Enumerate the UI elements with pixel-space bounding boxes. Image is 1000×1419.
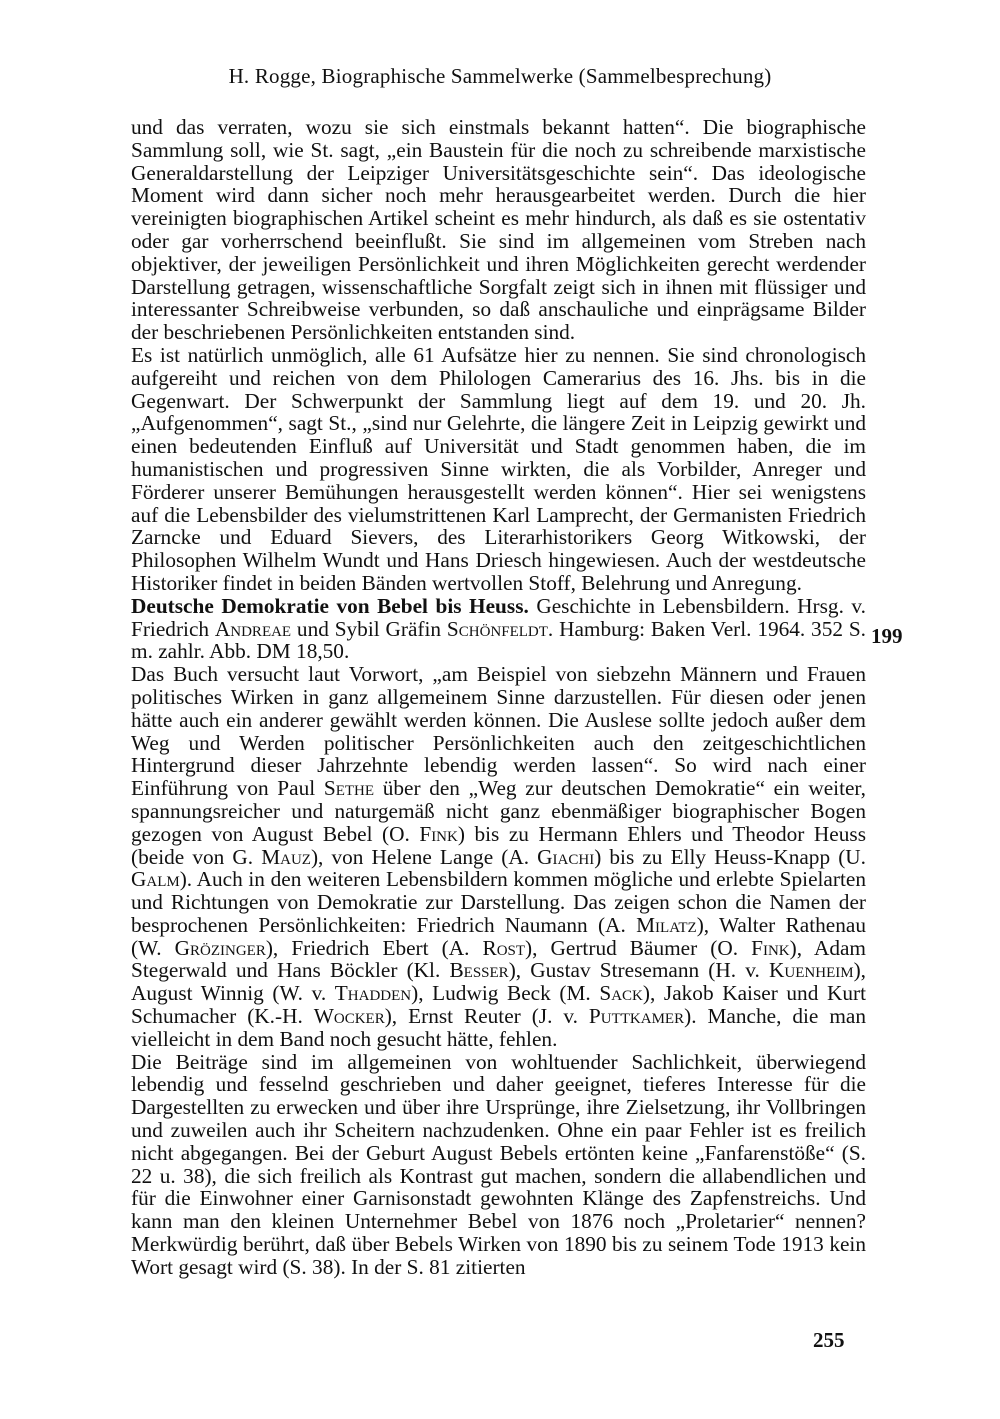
editor-1: Andreae	[214, 616, 292, 641]
body-text	[131, 116, 866, 1279]
author-galm: Galm	[131, 867, 180, 892]
page-number: 255	[813, 1328, 845, 1352]
author-thadden: Thadden	[334, 981, 412, 1006]
author-mauz: Mauz	[261, 844, 311, 869]
paragraph-3	[131, 663, 866, 1051]
bibliographic-entry	[131, 595, 866, 663]
p3-text-i: ), Gertrud Bäumer (O.	[525, 935, 752, 960]
paragraph-2: Es ist natürlich unmöglich, alle 61 Aufsätze hier zu nennen. Sie sind chronologisch aufgereiht und reichen von dem Philologen Camerarius des 16. Jhs. bis in die Gegenwart. Der Schwerpunkt der Sammlung liegt auf dem 19. und 20. Jh. „Aufgenommen“, sagt St., „sind nur Gelehrte, die längere Zeit in Leipzig gewirkt und einen bedeutenden Einfluß auf Universität und Stadt genommen haben, die im humanistischen und progressiven Sinne wirkten, die als Vorbilder, Anreger und Förderer unserer Bemühungen herausgestellt werden können“. Hier sei wenigstens auf die Lebensbilder des vielumstrittenen Karl Lamprecht, der Germanisten Friedrich Zarncke und Eduard Sievers, des Literarhistorikers Georg Witkowski, der Philosophen Wilhelm Wundt und Hans Driesch hingewiesen. Auch der westdeutsche Historiker findet in beiden Bänden wertvollen Stoff, Belehrung und Anregung.	[131, 342, 866, 595]
entry-sub3: . Hamburg: Baken Verl. 1964. 352 S. m. zahlr. Abb. DM 18,50.	[131, 616, 866, 664]
p3-text-a: Das Buch versucht laut Vorwort, „am Beispiel von siebzehn Männern und Frauen politisches Wirken in ganz allgemeinem Sinne darzustellen. Für diesen oder jenen hätte auch ein anderer gewählt werden können. Die Auslese sollte jedoch außer dem Weg und Werden politischer Persönlichkeiten auch den zeitgeschichtlichen Hintergrund dieser Jahrzehnte lebendig werden lassen“. So wird nach einer Einführung von Paul	[131, 662, 866, 801]
entry-number: 199	[871, 624, 903, 648]
p3-text-f: ). Auch in den weiteren Lebensbildern kommen mögliche und erlebte Spielarten und Richtungen von Demokratie zur Darstellung. Das zeigen schon die Namen der besprochenen Persönlichkeiten: Friedrich Naumann (A.	[131, 867, 866, 937]
p3-text-k: ), Gustav Stresemann (H. v.	[508, 958, 770, 983]
author-puttkamer: Puttkamer	[588, 1004, 685, 1029]
entry-sub1: Geschichte in Lebensbildern. Hrsg. v. Friedrich	[131, 593, 866, 641]
p3-text-o: ), Ernst Reuter (J. v.	[384, 1004, 589, 1029]
paragraph-4: Die Beiträge sind im allgemeinen von wohltuender Sachlichkeit, überwiegend lebendig und fesselnd geschrieben und daher geeignet, tieferes Interesse für die Dargestellten zu erwecken und über ihre Ursprünge, ihre Zielsetzung, ihr Vollbringen und zuweilen auch ihr Scheitern nachzudenken. Ohne ein paar Fehler ist es freilich nicht abgegangen. Bei der Geburt August Bebels ertönten keine „Fanfarenstöße“ (S. 22 u. 38), die sich freilich als Kontrast gut machen, sondern die allabendlichen und für die Einwohner einer Garnisonstadt gewohnten Klänge des Zapfenstreichs. Und kann man den kleinen Unternehmer Bebel von 1876 noch „Proletarier“ nennen? Merkwürdig berührt, daß über Bebels Wirken von 1890 bis zu seinem Tode 1913 kein Wort gesagt wird (S. 38). In der S. 81 zitierten	[131, 1049, 866, 1279]
p3-text-h: ), Friedrich Ebert (A.	[265, 935, 483, 960]
p3-text-n: ), Jakob Kaiser und Kurt Schumacher (K.-H.	[131, 981, 866, 1029]
running-header: H. Rogge, Biographische Sammelwerke (Sammelbesprechung)	[228, 64, 772, 88]
author-kuenheim: Kuenheim	[769, 958, 854, 983]
entry-title: Deutsche Demokratie von Bebel bis Heuss.	[131, 593, 529, 618]
author-groezinger: Grözinger	[174, 935, 266, 960]
p3-text-d: ), von Helene Lange (A.	[310, 844, 538, 869]
editor-2: Schönfeldt	[446, 616, 548, 641]
paragraph-1: und das verraten, wozu sie sich einstmals bekannt hatten“. Die biographische Sammlung soll, wie St. sagt, „ein Baustein für die noch zu schreibende marxistische Generaldarstellung der Leipziger Universitätsgeschichte sein“. Das ideologische Moment wird dann sicher noch mehr herausgearbeitet werden. Durch die hier vereinigten biographischen Artikel scheint es mehr hindurch, als daß es sie ostentativ oder gar vorherrschend beeinflußt. Sie sind im allgemeinen vom Streben nach objektiver, der jeweiligen Persönlichkeit und ihren Möglichkeiten gerecht werdender Darstellung getragen, wissenschaftliche Sorgfalt zeigt sich in ihnen mit flüssiger und interessanter Schreibweise verbunden, so daß anschauliche und einprägsame Bilder der beschriebenen Persönlichkeiten entstanden sind.	[131, 115, 866, 345]
author-wocker: Wocker	[313, 1004, 385, 1029]
author-rost: Rost	[482, 935, 526, 960]
p3-text-m: ), Ludwig Beck (M.	[411, 981, 600, 1006]
p3-text-c: ) bis zu Hermann Ehlers und Theodor Heuss (beide von G.	[131, 821, 866, 869]
p3-text-j: ), Adam Stegerwald und Hans Böckler (Kl.	[131, 935, 866, 983]
author-fink-2: Fink	[751, 935, 790, 960]
p3-text-b: über den „Weg zur deutschen Demokratie“ ein weiter, spannungsreicher und naturgemäß nicht ganz ebenmäßiger biographischer Bogen gezogen von August Bebel (O.	[131, 776, 866, 846]
p3-text-g: ), Walter Rathenau (W.	[131, 912, 866, 960]
p3-text-l: ), August Winnig (W. v.	[131, 958, 866, 1006]
p3-text-e: ) bis zu Elly Heuss-Knapp (U.	[594, 844, 866, 869]
author-milatz: Milatz	[636, 912, 697, 937]
author-sethe: Sethe	[323, 776, 375, 801]
author-giachi: Giachi	[537, 844, 595, 869]
p3-text-p: ). Manche, die man vielleicht in dem Band noch gesucht hätte, fehlen.	[131, 1004, 866, 1051]
author-besser: Besser	[449, 958, 509, 983]
author-sack: Sack	[599, 981, 643, 1006]
author-fink: Fink	[419, 821, 458, 846]
entry-sub2: und Sybil Gräfin	[291, 616, 447, 641]
